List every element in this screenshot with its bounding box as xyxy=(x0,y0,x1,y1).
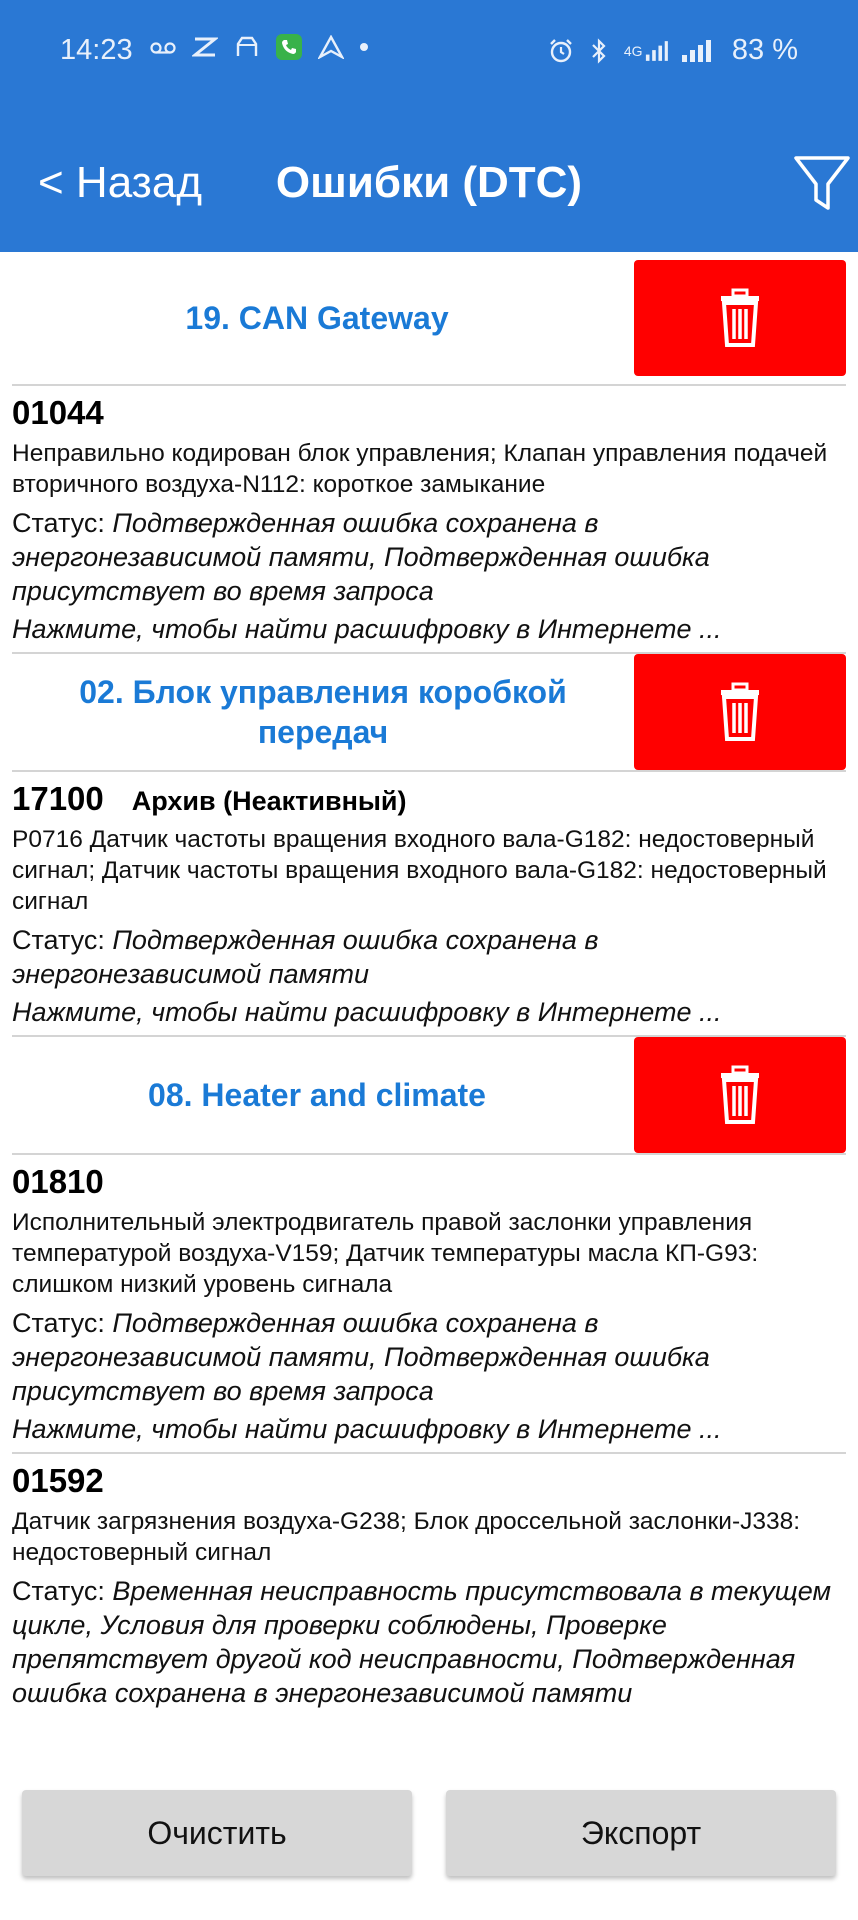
dtc-item[interactable] xyxy=(12,1454,846,1716)
module-title: 08. Heater and climate xyxy=(148,1077,486,1113)
status-label: Статус: xyxy=(12,508,113,538)
dtc-code: 01592 xyxy=(12,1462,104,1499)
dtc-status xyxy=(12,1574,846,1710)
dtc-status xyxy=(12,1306,846,1408)
clear-button[interactable]: Очистить xyxy=(22,1790,412,1876)
status-label: Статус: xyxy=(12,1576,113,1606)
trash-icon xyxy=(717,1065,763,1125)
dtc-description: Исполнительный электродвигатель правой заслонки управления температурой воздуха-V159; Датчик температуры масла КП-G93: слишком низкий уровень сигнала xyxy=(12,1209,759,1298)
search-online-link[interactable]: Нажмите, чтобы найти расшифровку в Интернете ... xyxy=(12,997,722,1027)
alarm-icon xyxy=(548,38,574,64)
dtc-item[interactable] xyxy=(12,386,846,654)
module-header xyxy=(12,252,846,386)
delete-button[interactable] xyxy=(634,654,846,770)
trash-icon xyxy=(717,682,763,742)
delete-button[interactable] xyxy=(634,1037,846,1153)
voicemail-icon xyxy=(150,34,176,60)
module-title: 02. Блок управления коробкой передач xyxy=(79,674,567,750)
battery-percent: 83 % xyxy=(731,34,798,66)
dtc-item[interactable] xyxy=(12,772,846,1037)
car-icon xyxy=(234,34,260,60)
dtc-status xyxy=(12,506,846,608)
search-online-link[interactable]: Нажмите, чтобы найти расшифровку в Интернете ... xyxy=(12,1414,722,1444)
status-text: Временная неисправность присутствовала в текущем цикле, Условия для проверки соблюдены, Проверке препятствует другой код неисправности, Подтвержденная ошибка сохранена в энергонезависимой памяти xyxy=(12,1576,832,1708)
archive-badge: Архив (Неактивный) xyxy=(131,786,407,816)
dtc-list xyxy=(0,252,858,1716)
trash-icon xyxy=(717,288,763,348)
app-icon xyxy=(192,34,218,60)
dtc-code: 01810 xyxy=(12,1163,104,1200)
status-time: 14:23 xyxy=(60,34,133,66)
more-notifications-dot xyxy=(360,43,368,51)
status-label: Статус: xyxy=(12,1308,113,1338)
signal-icon xyxy=(624,38,668,64)
status-label: Статус: xyxy=(12,925,113,955)
status-bar xyxy=(0,0,858,104)
dtc-code: 17100 xyxy=(12,780,104,817)
system-icons xyxy=(548,34,798,67)
app-header xyxy=(0,0,858,252)
navigation-icon xyxy=(318,34,344,60)
filter-icon[interactable] xyxy=(792,154,852,214)
dtc-description: Датчик загрязнения воздуха-G238; Блок дроссельной заслонки-J338: недостоверный сигнал xyxy=(12,1508,801,1566)
status-text: Подтвержденная ошибка сохранена в энергонезависимой памяти, Подтвержденная ошибка присутствует во время запроса xyxy=(12,1308,710,1406)
bluetooth-icon xyxy=(586,38,612,64)
status-text: Подтвержденная ошибка сохранена в энергонезависимой памяти xyxy=(12,925,599,989)
delete-button[interactable] xyxy=(634,260,846,376)
notification-icons xyxy=(150,34,368,60)
search-online-link[interactable]: Нажмите, чтобы найти расшифровку в Интернете ... xyxy=(12,614,722,644)
dtc-status xyxy=(12,923,846,991)
dtc-description: P0716 Датчик частоты вращения входного вала-G182: недостоверный сигнал; Датчик частоты вращения входного вала-G182: недостоверный сигнал xyxy=(12,826,827,915)
status-text: Подтвержденная ошибка сохранена в энергонезависимой памяти, Подтвержденная ошибка присутствует во время запроса xyxy=(12,508,710,606)
network-type: 4G xyxy=(623,42,643,59)
dtc-code: 01044 xyxy=(12,394,104,431)
signal-icon xyxy=(680,38,714,64)
dtc-item[interactable] xyxy=(12,1155,846,1454)
phone-icon xyxy=(276,34,302,60)
page-title: Ошибки (DTC) xyxy=(275,158,583,207)
dtc-description: Неправильно кодирован блок управления; Клапан управления подачей вторичного воздуха-N112: короткое замыкание xyxy=(12,440,828,498)
module-title: 19. CAN Gateway xyxy=(185,300,449,336)
module-header xyxy=(12,1037,846,1155)
export-button[interactable]: Экспорт xyxy=(446,1790,836,1876)
back-button[interactable]: < Назад xyxy=(38,158,202,207)
module-header xyxy=(12,654,846,772)
